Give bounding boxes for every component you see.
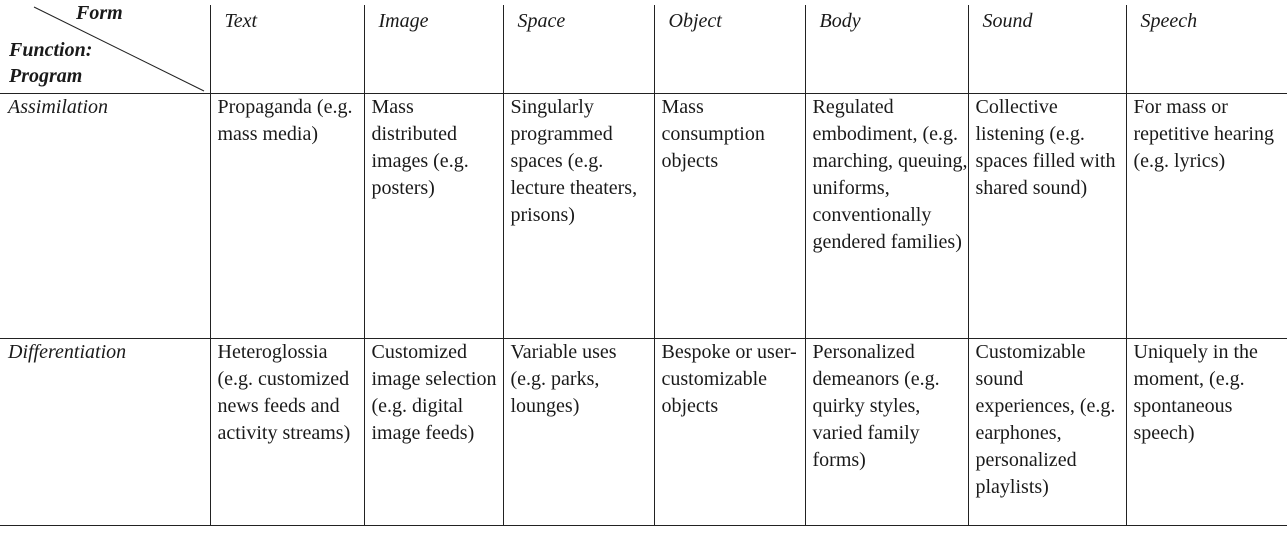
table-cell: Singularly programmed spaces (e.g. lecture theaters, prisons) [503, 94, 654, 339]
column-header-body: Body [805, 5, 968, 94]
table-cell: Heteroglossia (e.g. customized news feeds and activity streams) [210, 339, 364, 526]
table-cell: Customizable sound experiences, (e.g. earphones, personalized playlists) [968, 339, 1126, 526]
table-cell: Bespoke or user-customizable objects [654, 339, 805, 526]
corner-program-text: Program [9, 65, 83, 87]
table-row-assimilation [0, 94, 1287, 339]
table-cell: Propaganda (e.g. mass media) [210, 94, 364, 339]
table-cell: Mass consumption objects [654, 94, 805, 339]
column-header-text: Text [210, 5, 364, 94]
table-cell: Customized image selection (e.g. digital image feeds) [364, 339, 503, 526]
table-cell: Mass distributed images (e.g. posters) [364, 94, 503, 339]
corner-header-cell [0, 2, 210, 94]
column-header-sound: Sound [968, 5, 1126, 94]
header-row [0, 5, 1287, 94]
table-cell: For mass or repetitive hearing (e.g. lyrics) [1126, 94, 1287, 339]
table-cell: Regulated embodiment, (e.g. marching, queuing, uniforms, conventionally gendered families) [805, 94, 968, 339]
table-cell: Personalized demeanors (e.g. quirky styles, varied family forms) [805, 339, 968, 526]
table-row-differentiation [0, 339, 1287, 526]
corner-function-label [9, 37, 92, 89]
row-label-assimilation: Assimilation [0, 94, 210, 339]
corner-function-text: Function: [9, 39, 93, 61]
form-function-table [0, 2, 1287, 526]
column-header-speech: Speech [1126, 5, 1287, 94]
table-cell: Uniquely in the moment, (e.g. spontaneous speech) [1126, 339, 1287, 526]
column-header-image: Image [364, 5, 503, 94]
table-cell: Variable uses (e.g. parks, lounges) [503, 339, 654, 526]
row-label-differentiation: Differentiation [0, 339, 210, 526]
corner-form-label: Form [76, 2, 123, 24]
table-cell: Collective listening (e.g. spaces filled with shared sound) [968, 94, 1126, 339]
column-header-object: Object [654, 5, 805, 94]
column-header-space: Space [503, 5, 654, 94]
